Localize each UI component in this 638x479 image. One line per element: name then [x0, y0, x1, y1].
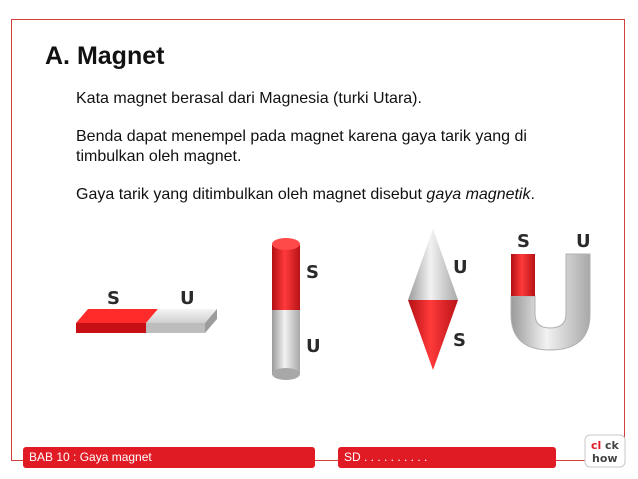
footer-chapter: BAB 10 : Gaya magnet: [23, 447, 315, 468]
bar-flat-u-top: [146, 309, 217, 323]
horseshoe-s-pole: [511, 254, 535, 296]
bar-flat-u-front: [146, 323, 205, 333]
slide-title: A. Magnet: [45, 42, 165, 70]
bar-vertical-u-label: U: [306, 336, 321, 357]
diamond-u-half: [408, 229, 458, 300]
bar-flat-s-label: S: [107, 288, 120, 309]
bar-vertical-s-body: [272, 244, 300, 310]
click-how-logo-icon: [583, 433, 627, 469]
svg-text:cl: cl: [591, 439, 602, 452]
bar-flat-u-label: U: [180, 288, 195, 309]
diamond-u-label: U: [453, 257, 468, 278]
definition-end: .: [530, 186, 535, 203]
definition-text: Gaya tarik yang ditimbulkan oleh magnet disebut: [76, 186, 427, 203]
footer-grade: SD . . . . . . . . . .: [338, 447, 556, 468]
svg-text:ck: ck: [605, 439, 619, 452]
paragraph-attraction: Benda dapat menempel pada magnet karena gaya tarik yang di timbulkan oleh magnet.: [76, 128, 527, 165]
bar-magnet-flat: [76, 288, 217, 333]
bar-vertical-s-label: S: [306, 262, 319, 283]
bar-flat-s-front: [76, 323, 146, 333]
horseshoe-magnet: [511, 231, 591, 350]
horseshoe-u-label: U: [576, 231, 591, 252]
paragraph-origin: Kata magnet berasal dari Magnesia (turki Utara).: [76, 90, 422, 107]
bar-magnet-vertical: [272, 238, 321, 380]
bar-vertical-bottom-cap: [272, 368, 300, 380]
bar-vertical-u-body: [272, 310, 300, 374]
diamond-s-label: S: [453, 330, 466, 351]
bar-vertical-top-cap: [272, 238, 300, 250]
svg-text:how: how: [592, 452, 618, 465]
horseshoe-s-label: S: [517, 231, 530, 252]
definition-term: gaya magnetik: [426, 186, 531, 203]
bar-flat-s-top: [76, 309, 158, 323]
diamond-s-half: [408, 300, 458, 370]
diamond-magnet: [408, 229, 468, 370]
